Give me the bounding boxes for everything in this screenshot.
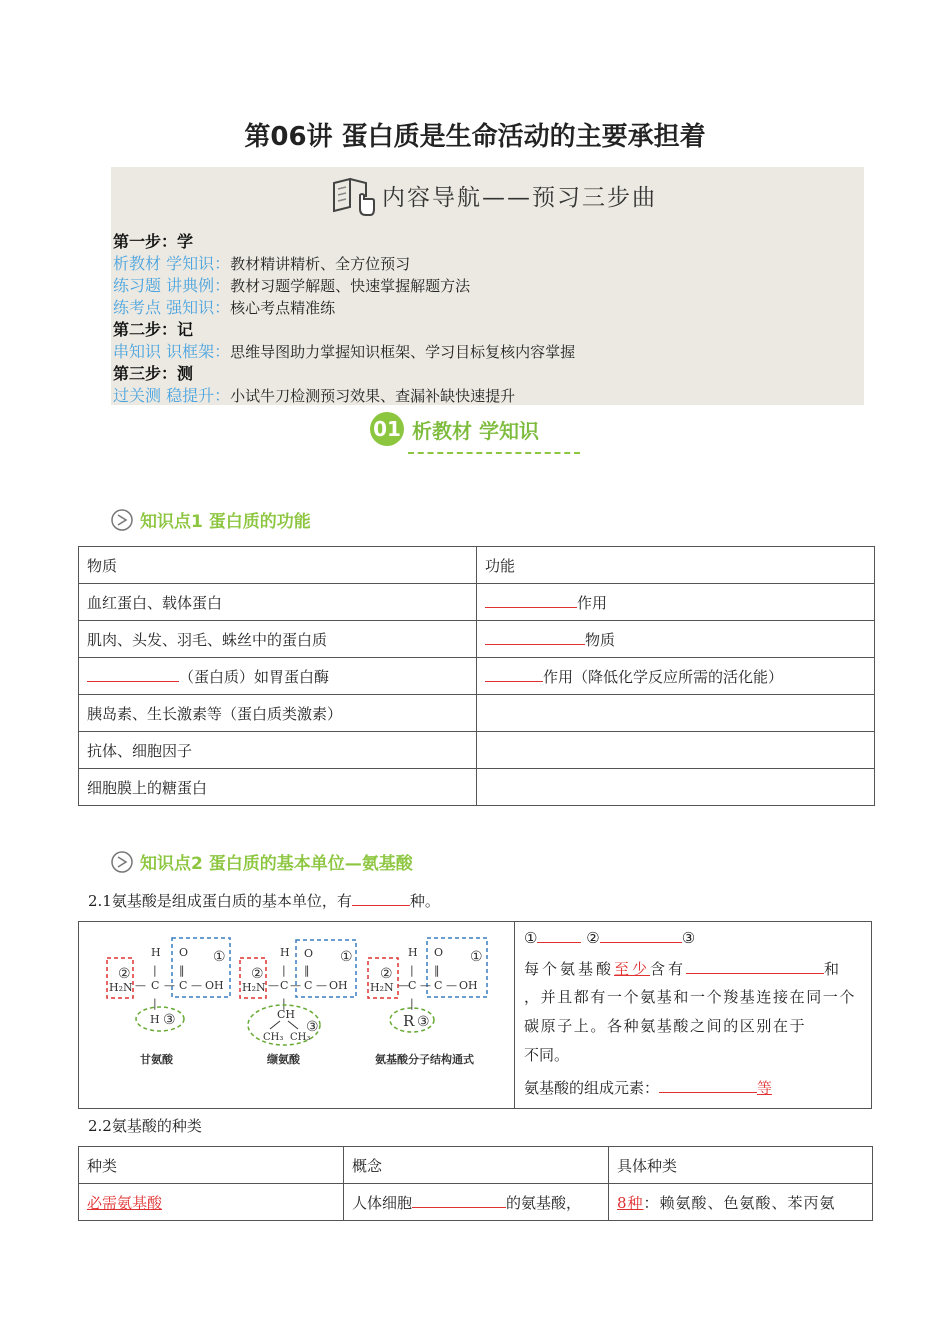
nav-heading-text: 内容导航——预习三步曲 — [382, 184, 657, 211]
table-header: 概念 — [344, 1147, 609, 1184]
section-badge — [370, 412, 539, 446]
glycine-structure — [107, 938, 230, 1066]
svg-text:缬氨酸: 缬氨酸 — [267, 1053, 300, 1066]
table-cell[interactable] — [477, 769, 875, 806]
general-formula-structure — [368, 938, 487, 1066]
svg-text:H: H — [151, 946, 161, 959]
table-header: 功能 — [477, 547, 875, 584]
svg-text:|: | — [410, 964, 414, 977]
svg-text:③: ③ — [306, 1019, 319, 1035]
svg-text:|: | — [282, 964, 286, 977]
svg-text:CH₃: CH₃ — [290, 1032, 311, 1043]
svg-text:CH₃: CH₃ — [263, 1032, 284, 1043]
table-row — [79, 732, 875, 769]
svg-text:‖: ‖ — [179, 964, 185, 977]
svg-text:C: C — [179, 979, 188, 992]
paragraph-2-2: 2.2氨基酸的种类 — [88, 1117, 202, 1135]
amino-acid-desc-line3: 不同。 — [524, 1046, 570, 1064]
svg-text:—: — — [420, 979, 431, 992]
table-row — [79, 1184, 873, 1221]
fill-blank[interactable] — [686, 973, 824, 974]
svg-text:OH: OH — [459, 979, 478, 992]
table-row — [79, 695, 875, 732]
table-cell: 胰岛素、生长激素等（蛋白质类激素） — [79, 695, 477, 732]
table-row — [79, 621, 875, 658]
svg-text:|: | — [153, 997, 157, 1010]
svg-text:CH: CH — [277, 1008, 296, 1021]
amino-acid-number-blanks: ① ② ③ — [524, 929, 696, 947]
section-label: 析教材 学知识 — [412, 418, 539, 443]
svg-text:O: O — [434, 946, 444, 959]
svg-text:|: | — [153, 964, 157, 977]
table-header: 具体种类 — [609, 1147, 873, 1184]
svg-text:H: H — [150, 1013, 160, 1026]
svg-text:R: R — [403, 1012, 415, 1030]
book-pointer-icon — [330, 173, 376, 217]
knowledge-point-1-label: 知识点1 蛋白质的功能 — [140, 512, 311, 532]
svg-text:—: — — [290, 979, 301, 992]
svg-text:甘氨酸: 甘氨酸 — [140, 1053, 173, 1066]
table-cell: 细胞膜上的糖蛋白 — [79, 769, 477, 806]
table-cell: 人体细胞 的氨基酸， — [344, 1184, 609, 1221]
svg-text:②: ② — [251, 966, 264, 982]
svg-text:C: C — [408, 979, 417, 992]
table-row — [79, 658, 875, 695]
arrow-circle-icon — [110, 508, 134, 532]
knowledge-point-2 — [110, 849, 413, 874]
svg-text:②: ② — [380, 966, 393, 982]
svg-text:C: C — [304, 979, 313, 992]
nav-step-1: 第一步：学 — [113, 232, 194, 251]
arrow-circle-icon — [110, 850, 134, 874]
amino-acid-types-table — [78, 1146, 873, 1221]
nav-step-2: 第二步：记 — [113, 320, 194, 339]
svg-text:H: H — [280, 946, 290, 959]
table-cell: 抗体、细胞因子 — [79, 732, 477, 769]
amino-acid-elements: 氨基酸的组成元素： 等 — [524, 1079, 773, 1097]
svg-text:OH: OH — [329, 979, 348, 992]
svg-text:—: — — [191, 979, 202, 992]
knowledge-point-2-label: 知识点2 蛋白质的基本单位—氨基酸 — [140, 854, 413, 874]
table-cell: （蛋白质）如胃蛋白酶 — [79, 658, 477, 695]
amino-acid-desc-line1: 每个氨基酸至少含有 和 — [524, 960, 843, 978]
svg-text:C: C — [151, 979, 160, 992]
svg-text:③: ③ — [417, 1014, 430, 1030]
fill-blank[interactable] — [352, 905, 410, 906]
table-cell: 血红蛋白、载体蛋白 — [79, 584, 477, 621]
table-cell: 作用 — [477, 584, 875, 621]
svg-text:H₂N: H₂N — [370, 981, 394, 994]
table-header: 种类 — [79, 1147, 344, 1184]
valine-structure — [240, 940, 356, 1066]
fill-blank[interactable] — [600, 942, 682, 943]
svg-text:—: — — [164, 979, 175, 992]
svg-text:H: H — [408, 946, 418, 959]
nav-item-framework: 串知识 识框架：思维导图助力掌握知识框架、学习目标复核内容掌握 — [113, 342, 576, 361]
svg-text:—: — — [268, 979, 279, 992]
knowledge-point-1 — [110, 507, 311, 532]
table-header-row — [79, 547, 875, 584]
svg-text:①: ① — [213, 949, 226, 965]
table-header: 物质 — [79, 547, 477, 584]
section-underline — [408, 452, 580, 454]
table-cell: 8种：赖氨酸、色氨酸、苯丙氨 — [609, 1184, 873, 1221]
svg-text:‖: ‖ — [434, 964, 440, 977]
svg-text:C: C — [280, 979, 289, 992]
table-cell: 必需氨基酸 — [79, 1184, 344, 1221]
fill-blank[interactable] — [485, 607, 577, 608]
nav-item-practice: 练习题 讲典例：教材习题学解题、快速掌握解题方法 — [113, 276, 471, 295]
amino-acid-box-divider — [514, 921, 515, 1109]
fill-blank[interactable] — [659, 1092, 757, 1093]
fill-blank[interactable] — [485, 644, 585, 645]
svg-text:‖: ‖ — [304, 964, 310, 977]
amino-acid-structure-diagram — [80, 923, 512, 1107]
svg-text:②: ② — [118, 966, 131, 982]
svg-text:C: C — [434, 979, 443, 992]
table-header-row — [79, 1147, 873, 1184]
section-number: 01 — [370, 412, 404, 446]
amino-acid-desc-line2: ，并且都有一个氨基和一个羧基连接在同一个碳原子上。各种氨基酸之间的区别在于 — [524, 988, 857, 1035]
table-row — [79, 584, 875, 621]
table-cell[interactable] — [477, 695, 875, 732]
fill-blank[interactable] — [87, 681, 179, 682]
table-row — [79, 769, 875, 806]
svg-text:③: ③ — [163, 1012, 176, 1028]
svg-text:—: — — [398, 979, 409, 992]
fill-blank[interactable] — [537, 942, 581, 943]
svg-text:|: | — [410, 997, 414, 1010]
nav-heading — [330, 172, 657, 218]
paragraph-2-1: 2.1氨基酸是组成蛋白质的基本单位，有 种。 — [88, 892, 440, 910]
svg-text:①: ① — [470, 949, 483, 965]
svg-text:H₂N: H₂N — [242, 981, 266, 994]
nav-step-3: 第三步：测 — [113, 364, 194, 383]
svg-text:O: O — [304, 947, 314, 960]
nav-item-study: 析教材 学知识：教材精讲精析、全方位预习 — [113, 254, 411, 273]
nav-item-test: 过关测 稳提升：小试牛刀检测预习效果、查漏补缺快速提升 — [113, 386, 516, 405]
table-cell: 肌肉、头发、羽毛、蛛丝中的蛋白质 — [79, 621, 477, 658]
svg-text:氨基酸分子结构通式: 氨基酸分子结构通式 — [375, 1053, 474, 1066]
svg-text:—: — — [446, 979, 457, 992]
protein-function-table — [78, 546, 875, 806]
svg-text:|: | — [282, 997, 286, 1010]
fill-blank[interactable] — [485, 681, 543, 682]
table-cell: 作用（降低化学反应所需的活化能） — [477, 658, 875, 695]
svg-text:O: O — [179, 946, 189, 959]
svg-text:—: — — [316, 979, 327, 992]
table-cell[interactable] — [477, 732, 875, 769]
svg-text:OH: OH — [205, 979, 224, 992]
svg-text:—: — — [135, 979, 146, 992]
fill-blank[interactable] — [412, 1207, 506, 1208]
svg-text:H₂N: H₂N — [109, 981, 133, 994]
page-title: 第06讲 蛋白质是生命活动的主要承担着 — [244, 122, 706, 152]
table-cell: 物质 — [477, 621, 875, 658]
nav-item-drill: 练考点 强知识：核心考点精准练 — [113, 298, 336, 317]
svg-text:①: ① — [340, 949, 353, 965]
